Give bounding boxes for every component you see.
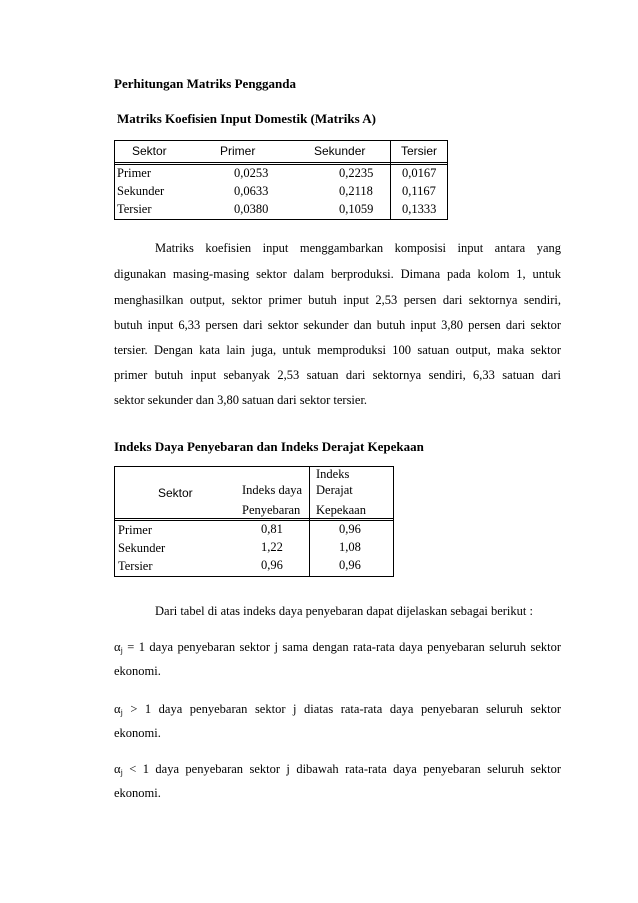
table-border — [114, 520, 394, 521]
table-border — [114, 140, 448, 141]
alpha-symbol: α — [114, 640, 121, 654]
table-cell: Tersier — [117, 202, 152, 216]
table-cell: 0,1059 — [339, 202, 374, 216]
paragraph-line: menghasilkan output, sektor primer butuh input 2,53 persen dari sektornya sendiri, — [114, 293, 561, 307]
table-cell: 0,0380 — [234, 202, 269, 216]
table-cell: 0,0167 — [402, 166, 437, 180]
list-item-line — [114, 640, 561, 655]
table-cell: 0,2235 — [339, 166, 374, 180]
table-cell: Sekunder — [117, 184, 165, 198]
list-item-continuation: ekonomi. — [114, 786, 161, 800]
table-cell: Tersier — [118, 559, 153, 573]
table-cell: 0,1167 — [402, 184, 436, 198]
index-table — [114, 466, 394, 577]
alpha-symbol: α — [114, 762, 121, 776]
header-penyebaran: Penyebaran — [242, 503, 301, 517]
paragraph-intro: Dari tabel di atas indeks daya penyebaran dapat dijelaskan sebagai berikut : — [155, 604, 533, 618]
table-cell: 1,08 — [339, 540, 361, 554]
header-derajat: Derajat — [316, 483, 353, 497]
table-border — [309, 466, 310, 577]
table-cell: 0,0253 — [234, 166, 269, 180]
table-cell: Sekunder — [118, 541, 166, 555]
table2-title: Indeks Daya Penyebaran dan Indeks Derajat Kepekaan — [114, 439, 424, 454]
table-cell: 0,81 — [261, 522, 283, 536]
coefficient-table — [114, 140, 448, 220]
header-sektor: Sektor — [132, 144, 167, 158]
header-tersier: Tersier — [401, 144, 438, 158]
list-item-line — [114, 702, 561, 717]
table-border — [390, 140, 391, 220]
paragraph-line: butuh input 6,33 persen dari sektor sekunder dan butuh input 3,80 persen dari sektor — [114, 318, 561, 332]
list-item-text: = 1 daya penyebaran sektor j sama dengan rata-rata daya penyebaran seluruh sektor — [127, 640, 562, 654]
list-item-line — [114, 762, 561, 777]
paragraph-line: digunakan masing-masing sektor dalam berproduksi. Dimana pada kolom 1, untuk — [114, 267, 561, 281]
paragraph-line: sektor sekunder dan 3,80 satuan dari sektor tersier. — [114, 393, 368, 407]
header-indeks: Indeks — [316, 467, 350, 481]
table-cell: 1,22 — [261, 540, 283, 554]
list-item-text: < 1 daya penyebaran sektor j dibawah rata-rata daya penyebaran seluruh sektor — [129, 762, 562, 776]
table-cell: 0,96 — [261, 558, 283, 572]
table-cell: 0,96 — [339, 522, 361, 536]
table1-title: Matriks Koefisien Input Domestik (Matriks A) — [117, 111, 376, 126]
header-primer: Primer — [220, 144, 256, 158]
paragraph-line: tersier. Dengan kata lain juga, untuk memproduksi 100 satuan output, maka sektor — [114, 343, 561, 357]
table-border — [114, 219, 448, 220]
alpha-subscript: j — [120, 708, 123, 717]
table-cell: 0,1333 — [402, 202, 437, 216]
table-border — [114, 576, 394, 577]
table-border — [114, 140, 115, 220]
list-item-text: > 1 daya penyebaran sektor j diatas rata-rata daya penyebaran seluruh sektor — [130, 702, 561, 716]
paragraph-line: primer butuh input sebanyak 2,53 satuan dari sektornya sendiri, 6,33 satuan dari — [114, 368, 561, 382]
table-cell: Primer — [118, 523, 153, 537]
table-border — [114, 466, 394, 467]
alpha-subscript: j — [120, 768, 123, 777]
table-border — [114, 466, 115, 577]
header-sekunder: Sekunder — [314, 144, 366, 158]
table-cell: Primer — [117, 166, 152, 180]
table-border — [393, 466, 394, 577]
table-cell: 0,96 — [339, 558, 361, 572]
header-indeks-daya: Indeks daya — [242, 483, 303, 497]
table-border — [447, 140, 448, 220]
alpha-symbol: α — [114, 702, 121, 716]
table-cell: 0,2118 — [339, 184, 373, 198]
page-heading: Perhitungan Matriks Pengganda — [114, 76, 297, 91]
list-item-continuation: ekonomi. — [114, 664, 161, 678]
header-kepekaan: Kepekaan — [316, 503, 366, 517]
table-border — [114, 164, 448, 165]
table-cell: 0,0633 — [234, 184, 269, 198]
paragraph-line: Matriks koefisien input menggambarkan komposisi input antara yang — [155, 241, 561, 255]
alpha-subscript: j — [120, 646, 123, 655]
list-item-continuation: ekonomi. — [114, 726, 161, 740]
header-sektor: Sektor — [158, 486, 193, 500]
